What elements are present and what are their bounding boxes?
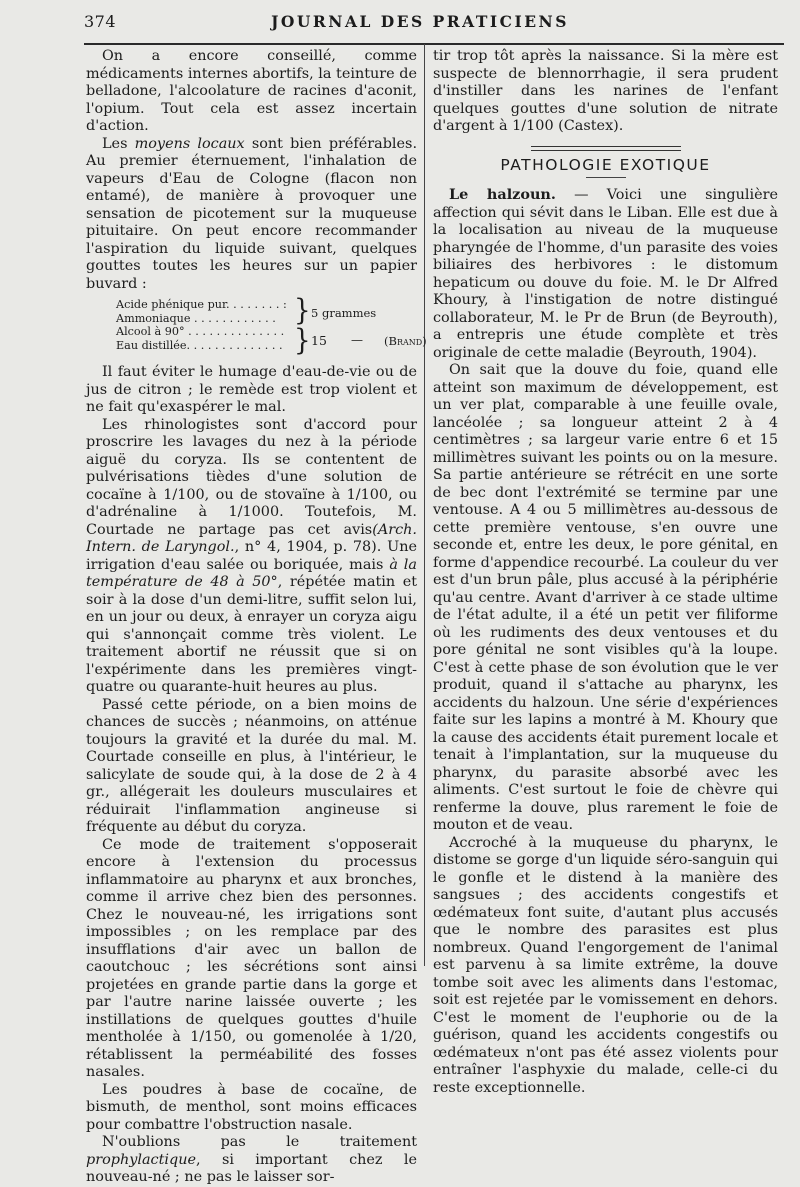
recipe-ingredient: Alcool à 90° . . . . . . . . . . . . . . bbox=[116, 325, 285, 338]
paragraph: Passé cette période, on a bien moins de chances de succès ; néanmoins, on atténue toujours la gravité et la durée du mal. M. Courtade conseille en plus, à l'intérieur, le salicylate de soude qui, à la dose de 2 à 4 gr., allégerait les douleurs musculaires et réduirait l'inflammation angineuse si fréquente au début du coryza. bbox=[86, 696, 417, 835]
recipe-quantity: 15 bbox=[311, 333, 327, 348]
paragraph: N'oublions pas le traitement prophylactique, si important chez le nouveau-né ; ne pas le laisser sor- bbox=[86, 1134, 417, 1185]
paragraph: Ce mode de traitement s'opposerait encore à l'extension du processus inflammatoire au pharynx et aux bronches, comme il arrive chez bien des personnes. Chez le nouveau-né, les irrigations sont impossibles ; on les remplace par des insufflations d'air avec un ballon de caoutchouc ; les sécrétions sont ainsi projetées en grande partie dans la gorge et par l'autre narine laissée ouverte ; les instillations de quelques gouttes d'huile mentholée à 1/150, ou gomenolée à 1/20, rétablissent la perméabilité des fosses nasales. bbox=[86, 836, 417, 1080]
paragraph: On sait que la douve du foie, quand elle atteint son maximum de développement, est un ver plat, comparable à une feuille ovale, lancéolée ; sa longueur atteint 2 à 4 centimètres ; sa largeur varie entre 6 et 15 millimètres suivant les points ou on la mesure. Sa partie antérieure se rétrécit en une sorte de bec dont l'extrémité se termine par une ventouse. A 4 ou 5 millimètres au-dessous de cette première ventouse, s'en ouvre une seconde et, entre les deux, le pore génital, en forme d'appendice recourbé. La couleur du ver est d'un brun pâle, plus accusé à la périphérie qu'au centre. Avant d'arriver à ce stade ultime de l'état adulte, il a été un petit ver filiforme où les rudiments des deux ventouses et du pore génital ne sont visibles qu'à la loupe. C'est à cette phase de son évolution que le ver produit, quand il s'attache au pharynx, les accidents du halzoun. Une série d'expériences faite sur les lapins a montré à M. Khoury que la cause des accidents était purement locale et tenait à l'implantation, sur la muqueuse du pharynx, du parasite absorbé avec les aliments. C'est surtout le foie de chèvre qui renferme la douve, plus rarement le foie de mouton et de veau. bbox=[433, 362, 778, 833]
emphasis: à la température de 48 à 50° bbox=[86, 556, 417, 590]
recipe-quantity: 5 grammes bbox=[311, 306, 377, 320]
emphasis: prophylactique bbox=[86, 1151, 196, 1168]
left-column bbox=[86, 48, 427, 1187]
brace-icon: } bbox=[294, 324, 311, 358]
paragraph: Accroché à la muqueuse du pharynx, le distome se gorge d'un liquide séro-sanguin qui le gonfle et le distend à la manière des sangsues ; des accidents congestifs et œdémateux font suite, d'autant plus accusés que le nombre des parasites est plus nombreux. Quand l'engorgement de l'animal est parvenu à sa limite extrême, la douve tombe soit avec les aliments dans l'estomac, soit est rejetée par le vomissement en dehors. C'est le moment de l'euphorie ou de la guérison, quand les accidents congestifs ou œdémateux n'ont pas été assez violents pour entraîner l'asphyxie du malade, celle-ci du reste exceptionnelle. bbox=[433, 834, 778, 1096]
brace-icon: } bbox=[294, 294, 311, 328]
page-header bbox=[0, 10, 800, 38]
recipe-dash: — bbox=[351, 333, 363, 347]
recipe-ingredient: Acide phénique pur. . . . . . . . : bbox=[116, 298, 287, 311]
paragraph: Les moyens locaux sont bien préférables. Au premier éternuement, l'inhalation de vapeurs d'Eau de Cologne (flacon non entamé), de manière à provoquer une sensation de picotement sur la muqueuse pituitaire. On peut encore recommander l'aspiration du liquide suivant, quelques gouttes toutes les heures sur un papier buvard : bbox=[86, 135, 418, 292]
paragraph: On a encore conseillé, comme médicaments internes abortifs, la teinture de belladone, l'alcoolature de racines d'aconit, l'opium. Tout cela est assez incertain d'action. bbox=[86, 48, 417, 134]
paragraph: Il faut éviter le humage d'eau-de-vie ou de jus de citron ; le remède est trop violent et ne fait qu'exaspérer le mal. bbox=[86, 364, 417, 415]
recipe-author: (Brand) bbox=[384, 334, 427, 348]
paragraph: Le halzoun. — Voici une singulière affection qui sévit dans le Liban. Elle est due à la localisation au niveau de la muqueuse pharyngée de l'homme, d'un parasite des voies biliaires des herbivores : le distomum hepaticum ou douve du foie. M. le Dr Alfred Khoury, à l'instigation de notre distingué collaborateur, M. le Pr de Brun (de Beyrouth), a entrepris une étude complète et très originale de cette maladie (Beyrouth, 1904). bbox=[433, 186, 779, 361]
column-divider bbox=[424, 44, 425, 966]
paragraph: Les poudres à base de cocaïne, de bismuth, de menthol, sont moins efficaces pour combattre l'obstruction nasale. bbox=[86, 1081, 417, 1133]
citation: (Arch. Intern. de Laryngol. bbox=[86, 521, 417, 555]
paragraph: Les rhinologistes sont d'accord pour proscrire les lavages du nez à la période aiguë du coryza. Ils se contentent de pulvérisations tièdes d'une solution de cocaïne à 1/100, ou de stovaïne à 1/100, ou d'adrénaline à 1/1000. Toutefois, M. Courtade ne partage pas cet avis(Arch. Intern. de Laryngol., n° 4, 1904, p. 78). Une irrigation d'eau salée ou boriquée, mais à la température de 48 à 50°, répétée matin et soir à la dose d'un demi-litre, suffit selon lui, en un jour ou deux, à enrayer un coryza aigu qui s'annonçait comme très violent. Le traitement abortif ne réussit que si on l'expérimente dans les premières vingt-quatre ou quarante-huit heures au plus. bbox=[86, 416, 417, 695]
journal-title: JOURNAL DES PRATICIENS bbox=[271, 12, 569, 31]
section-separator bbox=[531, 146, 681, 151]
header-rule bbox=[84, 43, 784, 45]
right-column bbox=[433, 48, 778, 1097]
recipe-ingredient: Eau distillée. . . . . . . . . . . . . . bbox=[116, 338, 283, 352]
emphasis: moyens locaux bbox=[134, 135, 245, 152]
article-heading: Le halzoun. bbox=[449, 186, 556, 203]
title-rule bbox=[586, 177, 626, 178]
paragraph: tir trop tôt après la naissance. Si la mère est suspecte de blennorrhagie, il sera prudent d'instiller dans les narines de l'enfant quelques gouttes d'une solution de nitrate d'argent à 1/100 (Castex). bbox=[433, 48, 778, 134]
recipe-formula bbox=[116, 294, 427, 358]
recipe-ingredient: Ammoniaque . . . . . . . . . . . . bbox=[116, 311, 276, 325]
page-number: 374 bbox=[84, 12, 117, 31]
section-title: PATHOLOGIE EXOTIQUE bbox=[500, 155, 711, 174]
